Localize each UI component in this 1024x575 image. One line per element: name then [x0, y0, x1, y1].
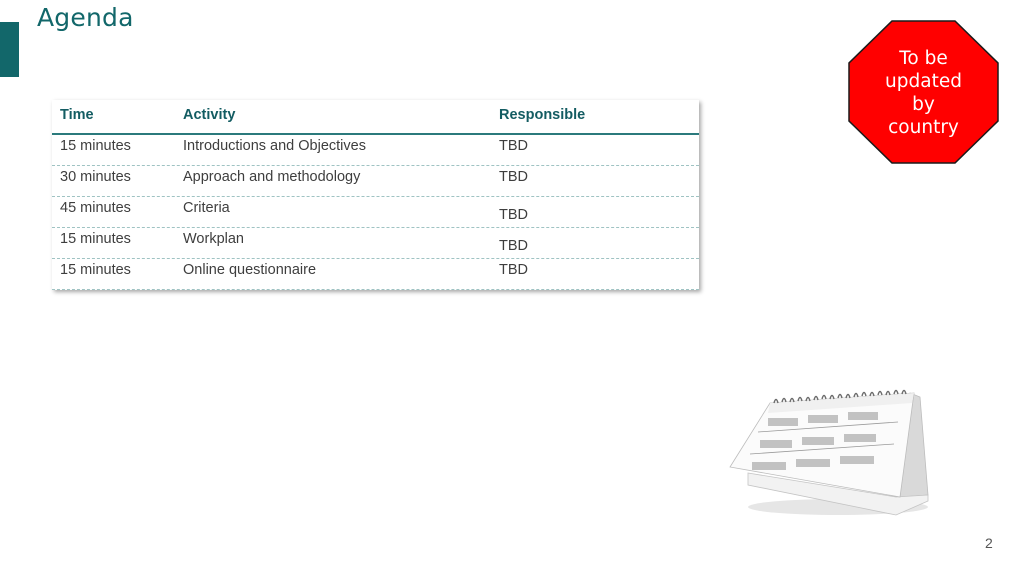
agenda-table: [52, 100, 699, 290]
table-row: [52, 134, 699, 166]
title-accent-bar: [0, 22, 19, 77]
table-row: [52, 258, 699, 290]
time-cell: 15 minutes: [60, 231, 131, 247]
page-number: 2: [985, 535, 993, 551]
table-row: [52, 165, 699, 197]
responsible-cell: TBD: [499, 262, 528, 278]
time-cell: 30 minutes: [60, 169, 131, 185]
header-time: Time: [60, 107, 94, 123]
time-cell: 45 minutes: [60, 200, 131, 216]
stop-sign-line: by: [912, 94, 935, 115]
stop-sign-line: updated: [885, 71, 962, 92]
responsible-cell: TBD: [499, 207, 528, 223]
calendar-icon: [728, 385, 933, 520]
header-activity: Activity: [183, 107, 236, 123]
activity-cell: Online questionnaire: [183, 262, 317, 278]
activity-cell: Approach and methodology: [183, 169, 361, 185]
header-responsible: Responsible: [499, 107, 586, 123]
responsible-cell: TBD: [499, 238, 528, 254]
stop-sign-line: country: [888, 117, 959, 138]
table-row: [52, 196, 699, 228]
responsible-cell: TBD: [499, 138, 528, 154]
table-row: [52, 227, 699, 259]
stop-sign-line: To be: [899, 48, 948, 69]
activity-cell: Introductions and Objectives: [183, 138, 366, 154]
stop-sign-label: [848, 47, 999, 139]
responsible-cell: TBD: [499, 169, 528, 185]
slide-title: Agenda: [37, 3, 134, 32]
time-cell: 15 minutes: [60, 138, 131, 154]
time-cell: 15 minutes: [60, 262, 131, 278]
activity-cell: Workplan: [183, 231, 244, 247]
table-header-row: [52, 100, 699, 135]
activity-cell: Criteria: [183, 200, 230, 216]
